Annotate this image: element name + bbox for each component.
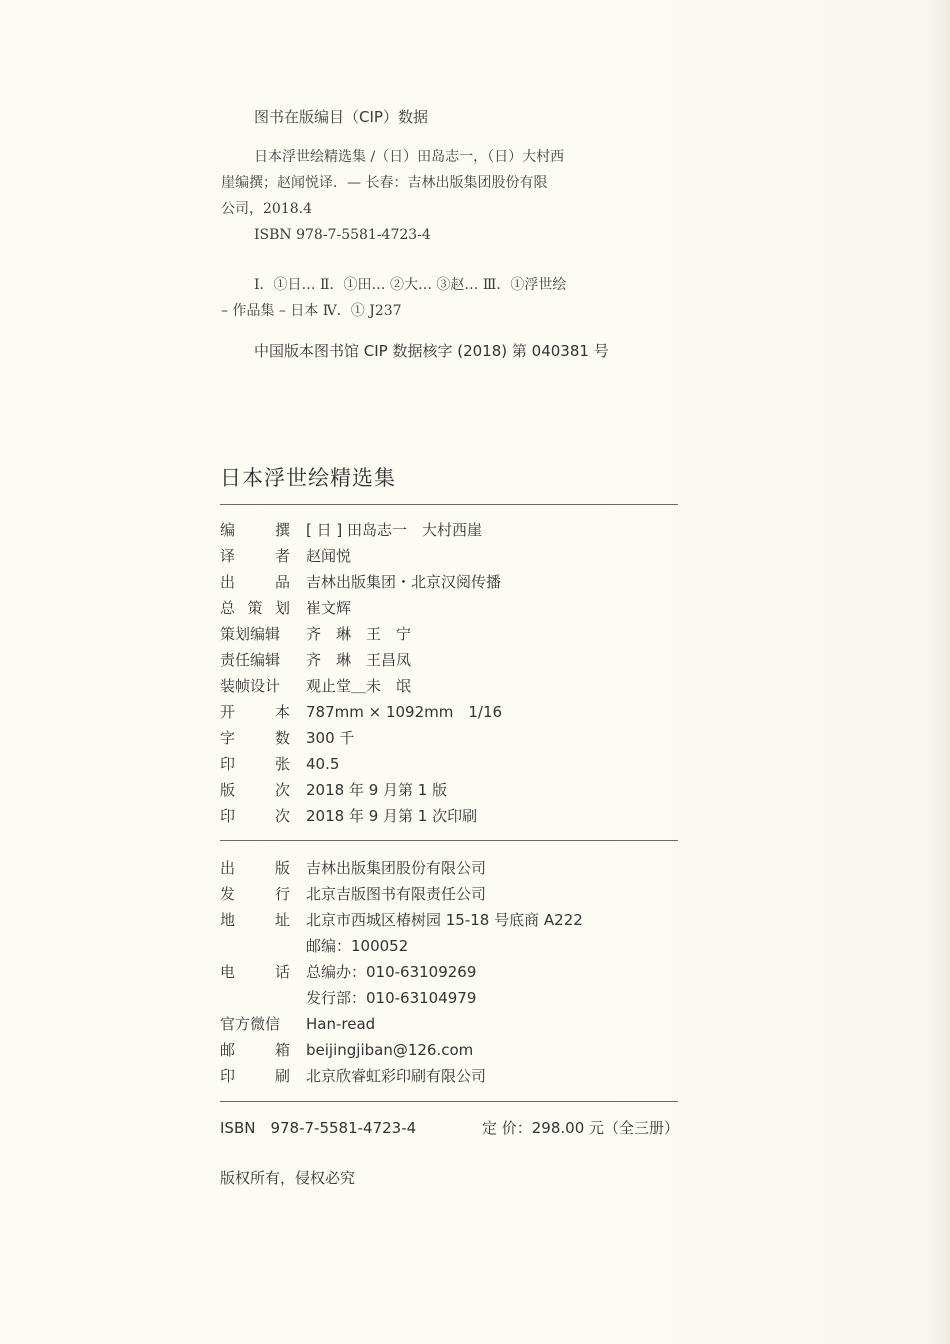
cip-class-line-1: Ⅰ．①日… Ⅱ．①田… ②大… ③赵… Ⅲ．①浮世绘 <box>254 277 567 293</box>
credits-label <box>220 595 290 621</box>
publisher-value: 吉林出版集团股份有限公司 <box>306 859 487 877</box>
publisher-row <box>220 881 690 907</box>
publisher-label-char: 邮 <box>220 1041 236 1059</box>
credits-value: 赵闻悦 <box>306 547 352 565</box>
credits-value: 观止堂＿未 氓 <box>306 677 412 695</box>
cip-class-line-2: – 作品集 – 日本 Ⅳ．① J237 <box>221 303 402 319</box>
publisher-label-char: 话 <box>274 963 290 981</box>
credits-label <box>220 803 290 829</box>
publisher-label <box>220 907 290 933</box>
credits-label <box>220 569 290 595</box>
credits-value: 787mm × 1092mm 1/16 <box>306 703 503 721</box>
credits-row <box>220 751 690 777</box>
credits-label-char: 者 <box>274 547 290 565</box>
credits-value: [ 日 ] 田岛志一 大村西崖 <box>306 521 483 539</box>
copyright-notice: 版权所有，侵权必究 <box>220 1169 356 1187</box>
credits-row <box>220 777 690 803</box>
credits-label-char: 字 <box>220 729 236 747</box>
publisher-label-char: 版 <box>274 859 290 877</box>
credits-label-char: 策划编辑 <box>220 625 281 643</box>
credits-label-char: 策 <box>247 599 263 617</box>
publisher-label-char: 行 <box>274 885 290 903</box>
credits-label-char: 品 <box>274 573 290 591</box>
cip-title: 图书在版编目（CIP）数据 <box>254 108 428 126</box>
publisher-label-char: 电 <box>220 963 236 981</box>
credits-label-char: 开 <box>220 703 236 721</box>
credits-row <box>220 803 690 829</box>
publisher-value: 邮编：100052 <box>306 937 409 955</box>
credits-label-char: 总 <box>220 599 236 617</box>
credits-label-char: 次 <box>274 781 290 799</box>
credits-row <box>220 517 690 543</box>
publisher-label-char: 出 <box>220 859 236 877</box>
divider-rule <box>220 840 678 841</box>
credits-value: 齐 琳 王 宁 <box>306 625 412 643</box>
credits-label-char: 数 <box>274 729 290 747</box>
publisher-label <box>220 855 290 881</box>
publisher-label <box>220 1063 290 1089</box>
credits-row <box>220 569 690 595</box>
cip-line-1: 日本浮世绘精选集 /（日）田岛志一，（日）大村西 <box>254 149 565 165</box>
publisher-label-char: 刷 <box>274 1067 290 1085</box>
credits-row <box>220 725 690 751</box>
credits-label <box>220 777 290 803</box>
credits-label-char: 版 <box>220 781 236 799</box>
publisher-label-char: 箱 <box>274 1041 290 1059</box>
credits-label <box>220 673 290 699</box>
credits-label-char: 出 <box>220 573 236 591</box>
publisher-label <box>220 1037 290 1063</box>
publisher-label <box>220 959 290 985</box>
publisher-row <box>220 933 690 959</box>
footer-isbn: ISBN 978-7-5581-4723-4 <box>220 1119 417 1137</box>
credits-list <box>220 517 690 829</box>
publisher-label <box>220 881 290 907</box>
publisher-value: 北京欣睿虹彩印刷有限公司 <box>306 1067 487 1085</box>
publisher-value: 总编办：010-63109269 <box>306 963 477 981</box>
credits-label <box>220 751 290 777</box>
book-title: 日本浮世绘精选集 <box>220 466 396 490</box>
credits-row <box>220 699 690 725</box>
publisher-label-char: 址 <box>274 911 290 929</box>
credits-label-char: 责任编辑 <box>220 651 281 669</box>
credits-label <box>220 647 290 673</box>
credits-label-char: 本 <box>274 703 290 721</box>
footer-price: 定 价：298.00 元（全三册） <box>482 1119 680 1137</box>
publisher-label-char: 官方微信 <box>220 1015 281 1033</box>
publisher-row <box>220 1063 690 1089</box>
cip-line-2: 崖编撰；赵闻悦译．— 长春：吉林出版集团股份有限 <box>221 175 548 191</box>
publisher-label-char: 印 <box>220 1067 236 1085</box>
publisher-value: Han-read <box>306 1015 376 1033</box>
credits-row <box>220 595 690 621</box>
cip-number: 中国版本图书馆 CIP 数据核字 (2018) 第 040381 号 <box>254 342 609 360</box>
divider-rule <box>220 1101 678 1102</box>
credits-value: 齐 琳 王昌凤 <box>306 651 412 669</box>
credits-value: 40.5 <box>306 755 340 773</box>
credits-value: 300 千 <box>306 729 355 747</box>
publisher-value: beijingjiban@126.com <box>306 1041 474 1059</box>
publisher-value: 北京市西城区椿树园 15-18 号底商 A222 <box>306 911 583 929</box>
publisher-row <box>220 1037 690 1063</box>
credits-value: 2018 年 9 月第 1 版 <box>306 781 448 799</box>
credits-value: 吉林出版集团・北京汉阅传播 <box>306 573 502 591</box>
cip-classification <box>221 272 661 324</box>
credits-label <box>220 621 290 647</box>
credits-label-char: 编 <box>220 521 236 539</box>
credits-row <box>220 673 690 699</box>
publisher-row <box>220 985 690 1011</box>
publisher-label <box>220 1011 290 1037</box>
credits-label-char: 印 <box>220 807 236 825</box>
publisher-row <box>220 907 690 933</box>
credits-label-char: 印 <box>220 755 236 773</box>
credits-label-char: 装帧设计 <box>220 677 281 695</box>
isbn-price-line <box>220 1115 690 1141</box>
page-edge-shadow <box>926 0 950 1344</box>
cip-line-3: 公司，2018.4 <box>221 201 312 217</box>
publisher-value: 发行部：010-63104979 <box>306 989 477 1007</box>
credits-label-char: 张 <box>274 755 290 773</box>
credits-label-char: 撰 <box>274 521 290 539</box>
cip-record <box>221 144 661 248</box>
publisher-row <box>220 855 690 881</box>
credits-label <box>220 699 290 725</box>
credits-label-char: 次 <box>274 807 290 825</box>
publisher-value: 北京吉版图书有限责任公司 <box>306 885 487 903</box>
credits-label <box>220 543 290 569</box>
publisher-row <box>220 959 690 985</box>
credits-label <box>220 517 290 543</box>
publisher-label-char: 发 <box>220 885 236 903</box>
credits-row <box>220 647 690 673</box>
publisher-label-char: 地 <box>220 911 236 929</box>
credits-value: 2018 年 9 月第 1 次印刷 <box>306 807 478 825</box>
credits-label-char: 划 <box>274 599 290 617</box>
credits-label <box>220 725 290 751</box>
credits-value: 崔文辉 <box>306 599 352 617</box>
credits-row <box>220 543 690 569</box>
publisher-row <box>220 1011 690 1037</box>
publisher-list <box>220 855 690 1089</box>
divider-rule <box>220 504 678 505</box>
credits-row <box>220 621 690 647</box>
cip-isbn: ISBN 978-7-5581-4723-4 <box>254 227 431 243</box>
credits-label-char: 译 <box>220 547 236 565</box>
